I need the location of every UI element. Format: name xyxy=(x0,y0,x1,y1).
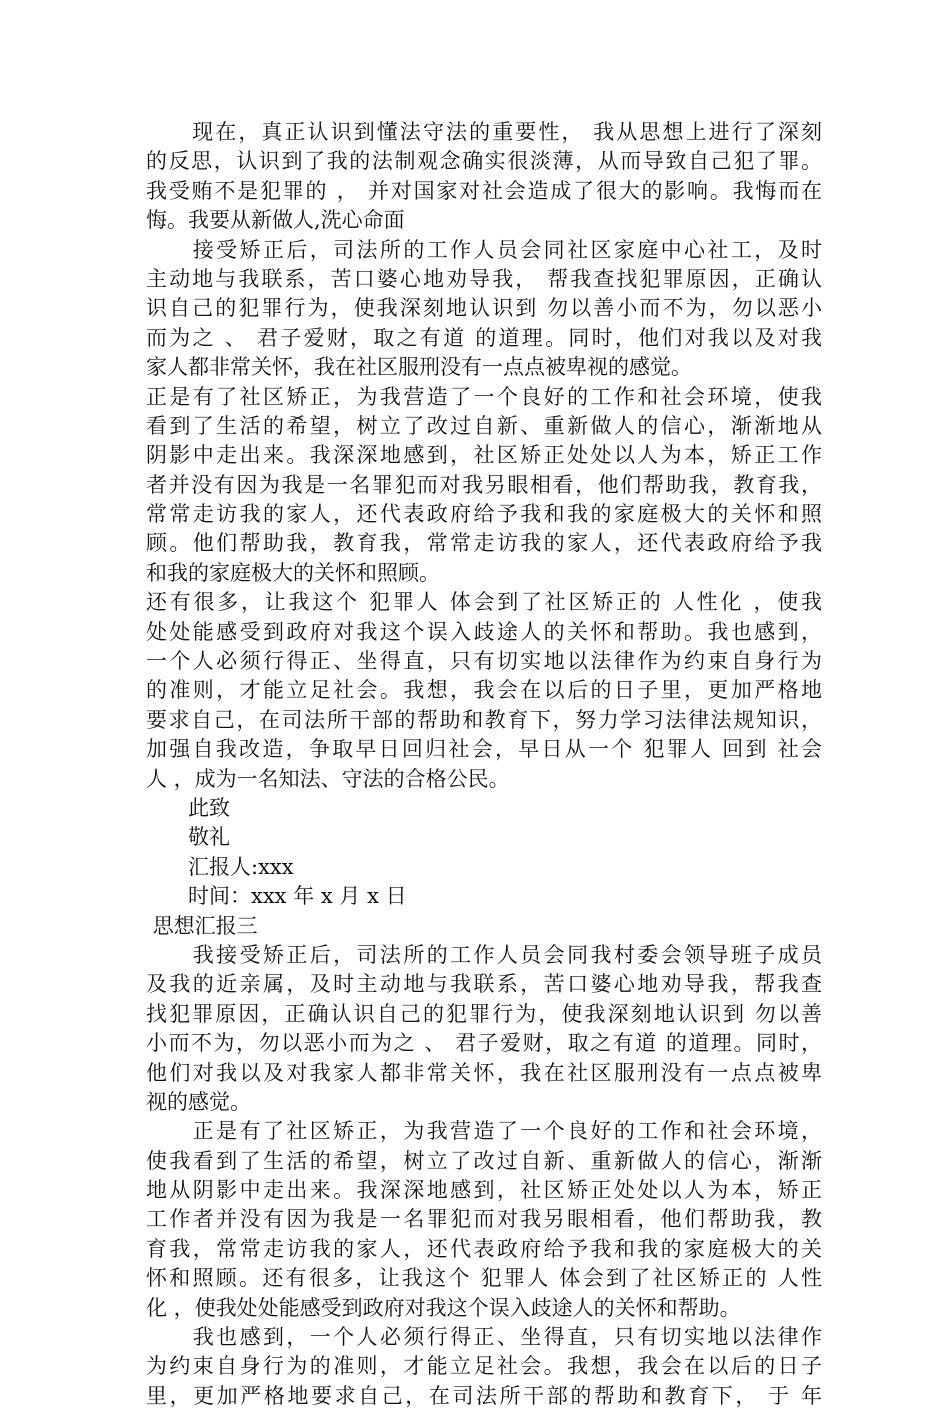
text-line: 识自己的犯罪行为，使我深刻地认识到 勿以善小而不为，勿以恶小 xyxy=(146,296,822,321)
text-line: 育我，常常走访我的家人，还代表政府给予我和我的家庭极大的关 xyxy=(146,1236,822,1261)
text-line: 处处能感受到政府对我这个误入歧途人的关怀和帮助。我也感到， xyxy=(146,619,822,644)
reporter-line: 汇报人:xxx xyxy=(146,854,294,879)
text-line: 怀和照顾。还有很多，让我这个 犯罪人 体会到了社区矫正的 人性 xyxy=(146,1266,822,1291)
text-line: 还有很多，让我这个 犯罪人 体会到了社区矫正的 人性化 ，使我 xyxy=(146,590,822,615)
text-line: 接受矫正后，司法所的工作人员会同社区家庭中心社工，及时 xyxy=(146,237,822,262)
text-line: 者并没有因为我是一名罪犯而对我另眼相看，他们帮助我，教育我， xyxy=(146,472,822,497)
text-line: 工作者并没有因为我是一名罪犯而对我另眼相看，他们帮助我，教 xyxy=(146,1207,822,1232)
text-line: 正是有了社区矫正，为我营造了一个良好的工作和社会环境， xyxy=(146,1119,822,1144)
date-line: 时间：xxx 年 x 月 x 日 xyxy=(146,884,407,909)
text-line: 及我的近亲属，及时主动地与我联系，苦口婆心地劝导我，帮我查 xyxy=(146,972,822,997)
text-line: 里，更加严格地要求自己，在司法所干部的帮助和教育下， 于 年 xyxy=(146,1383,822,1408)
text-line: 家人都非常关怀，我在社区服刑没有一点点被卑视的感觉。 xyxy=(146,355,692,380)
text-line: 主动地与我联系，苦口婆心地劝导我， 帮我查找犯罪原因，正确认 xyxy=(146,266,822,291)
text-line: 使我看到了生活的希望，树立了改过自新、重新做人的信心，渐渐 xyxy=(146,1148,822,1173)
text-line: 正是有了社区矫正，为我营造了一个良好的工作和社会环境，使我 xyxy=(146,384,822,409)
text-line: 我也感到，一个人必须行得正、坐得直，只有切实地以法律作 xyxy=(146,1325,822,1350)
text-line: 悔。我要从新做人,洗心命面 xyxy=(146,208,405,233)
text-line: 小而不为，勿以恶小而为之 、 君子爱财，取之有道 的道理。同时， xyxy=(146,1031,822,1056)
text-line: 为约束自身行为的准则，才能立足社会。我想，我会在以后的日子 xyxy=(146,1354,822,1379)
text-line: 要求自己，在司法所干部的帮助和教育下，努力学习法律法规知识， xyxy=(146,707,822,732)
text-line: 找犯罪原因，正确认识自己的犯罪行为，使我深刻地认识到 勿以善 xyxy=(146,1001,822,1026)
text-line: 一个人必须行得正、坐得直，只有切实地以法律作为约束自身行为 xyxy=(146,649,822,674)
closing-salutation: 此致 xyxy=(146,795,230,820)
text-line: 的准则，才能立足社会。我想，我会在以后的日子里，更加严格地 xyxy=(146,678,822,703)
text-line: 和我的家庭极大的关怀和照顾。 xyxy=(146,560,440,585)
text-line: 顾。他们帮助我，教育我，常常走访我的家人，还代表政府给予我 xyxy=(146,531,822,556)
text-line: 而为之 、 君子爱财，取之有道 的道理。同时，他们对我以及对我 xyxy=(146,325,822,350)
text-line: 现在，真正认识到懂法守法的重要性， 我从思想上进行了深刻 xyxy=(146,120,822,144)
section-heading: 思想汇报三 xyxy=(146,913,258,938)
text-line: 他们对我以及对我家人都非常关怀，我在社区服刑没有一点点被卑 xyxy=(146,1060,822,1085)
text-line: 地从阴影中走出来。我深深地感到，社区矫正处处以人为本，矫正 xyxy=(146,1178,822,1203)
text-line: 加强自我改造，争取早日回归社会，早日从一个 犯罪人 回到 社会 xyxy=(146,737,822,762)
text-line: 看到了生活的希望，树立了改过自新、重新做人的信心，渐渐地从 xyxy=(146,413,822,438)
document-body xyxy=(146,118,822,1411)
text-line: 我接受矫正后，司法所的工作人员会同我村委会领导班子成员 xyxy=(146,942,822,967)
text-line: 视的感觉。 xyxy=(146,1089,251,1114)
text-line: 化 ，使我处处能感受到政府对我这个误入歧途人的关怀和帮助。 xyxy=(146,1295,741,1320)
text-line: 常常走访我的家人，还代表政府给予我和我的家庭极大的关怀和照 xyxy=(146,502,822,527)
text-line: 阴影中走出来。我深深地感到，社区矫正处处以人为本，矫正工作 xyxy=(146,443,822,468)
text-line: 我受贿不是犯罪的 ， 并对国家对社会造成了很大的影响。我悔而在 xyxy=(146,178,822,203)
text-line: 人 ，成为一名知法、守法的合格公民。 xyxy=(146,766,510,791)
closing-regards: 敬礼 xyxy=(146,825,230,850)
text-line: 的反思，认识到了我的法制观念确实很淡薄，从而导致自己犯了罪。 xyxy=(146,149,822,174)
